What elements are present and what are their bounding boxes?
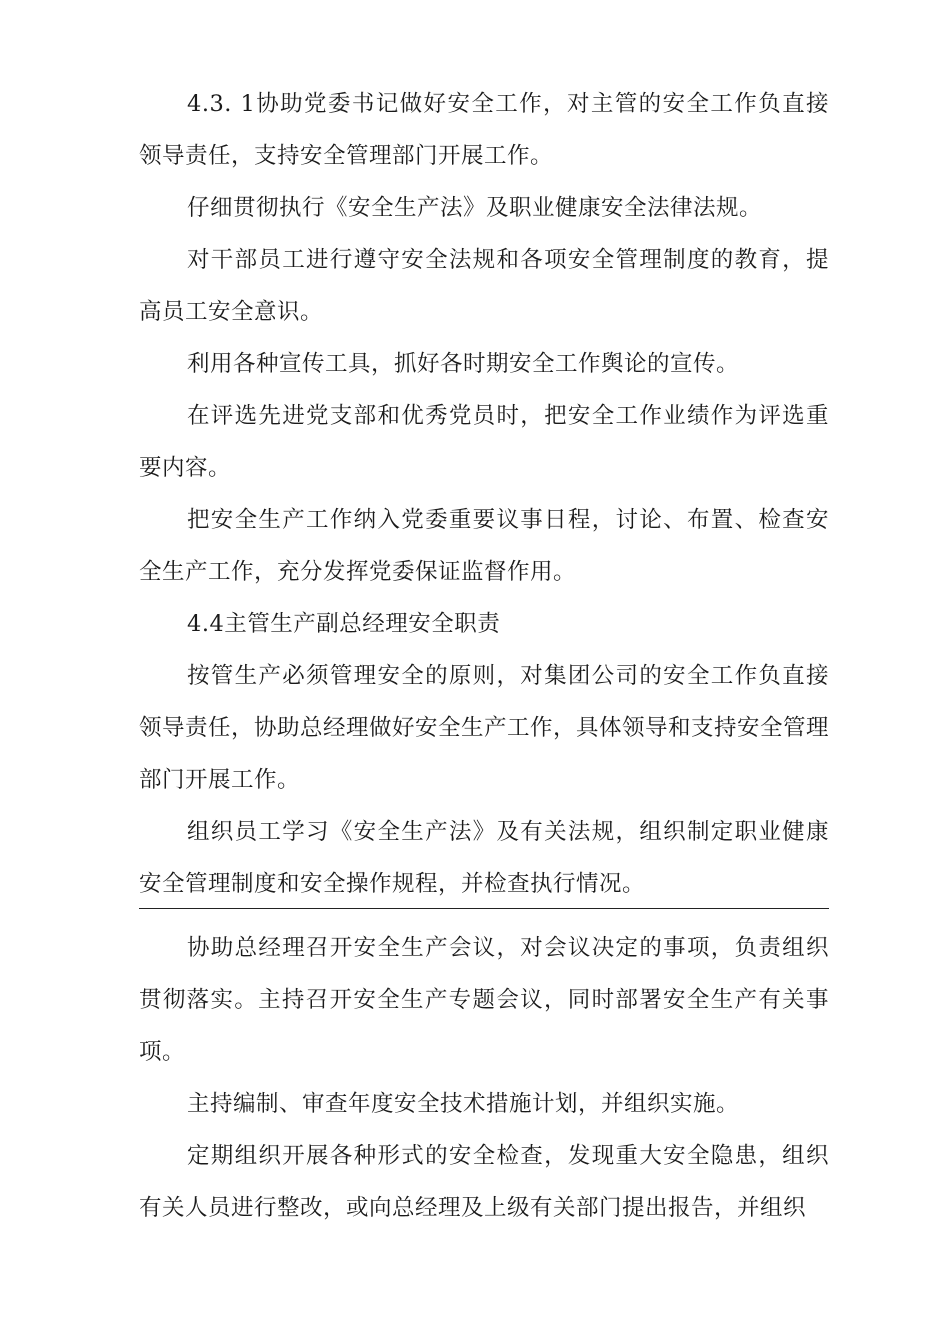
paragraph-4-3-1: 4.3. 1协助党委书记做好安全工作，对主管的安全工作负直接领导责任，支持安全管理部门开展工作。 bbox=[139, 91, 829, 169]
paragraph-training: 组织员工学习《安全生产法》及有关法规，组织制定职业健康安全管理制度和安全操作规程，并检查执行情况。 bbox=[139, 819, 829, 897]
paragraph-evaluation: 在评选先进党支部和优秀党员时，把安全工作业绩作为评选重要内容。 bbox=[139, 403, 829, 481]
page-bottom-section bbox=[139, 922, 829, 1234]
paragraph-education: 对干部员工进行遵守安全法规和各项安全管理制度的教育，提高员工安全意识。 bbox=[139, 247, 829, 325]
paragraph-inspection: 定期组织开展各种形式的安全检查，发现重大安全隐患，组织有关人员进行整改，或向总经理及上级有关部门提出报告，并组织 bbox=[139, 1143, 829, 1221]
page-divider bbox=[139, 908, 829, 909]
paragraph-implement-law: 仔细贯彻执行《安全生产法》及职业健康安全法律法规。 bbox=[187, 195, 763, 221]
section-heading-4-4: 4.4主管生产副总经理安全职责 bbox=[187, 611, 501, 637]
paragraph-technical-plan: 主持编制、审查年度安全技术措施计划，并组织实施。 bbox=[187, 1091, 740, 1117]
page-top-section bbox=[139, 78, 829, 910]
paragraph-meetings: 协助总经理召开安全生产会议，对会议决定的事项，负责组织贯彻落实。主持召开安全生产专题会议，同时部署安全生产有关事项。 bbox=[139, 935, 829, 1065]
paragraph-agenda: 把安全生产工作纳入党委重要议事日程，讨论、布置、检查安全生产工作，充分发挥党委保证监督作用。 bbox=[139, 507, 829, 585]
paragraph-production-principle: 按管生产必须管理安全的原则，对集团公司的安全工作负直接领导责任，协助总经理做好安全生产工作，具体领导和支持安全管理部门开展工作。 bbox=[139, 663, 830, 793]
paragraph-publicity: 利用各种宣传工具，抓好各时期安全工作舆论的宣传。 bbox=[187, 351, 740, 377]
